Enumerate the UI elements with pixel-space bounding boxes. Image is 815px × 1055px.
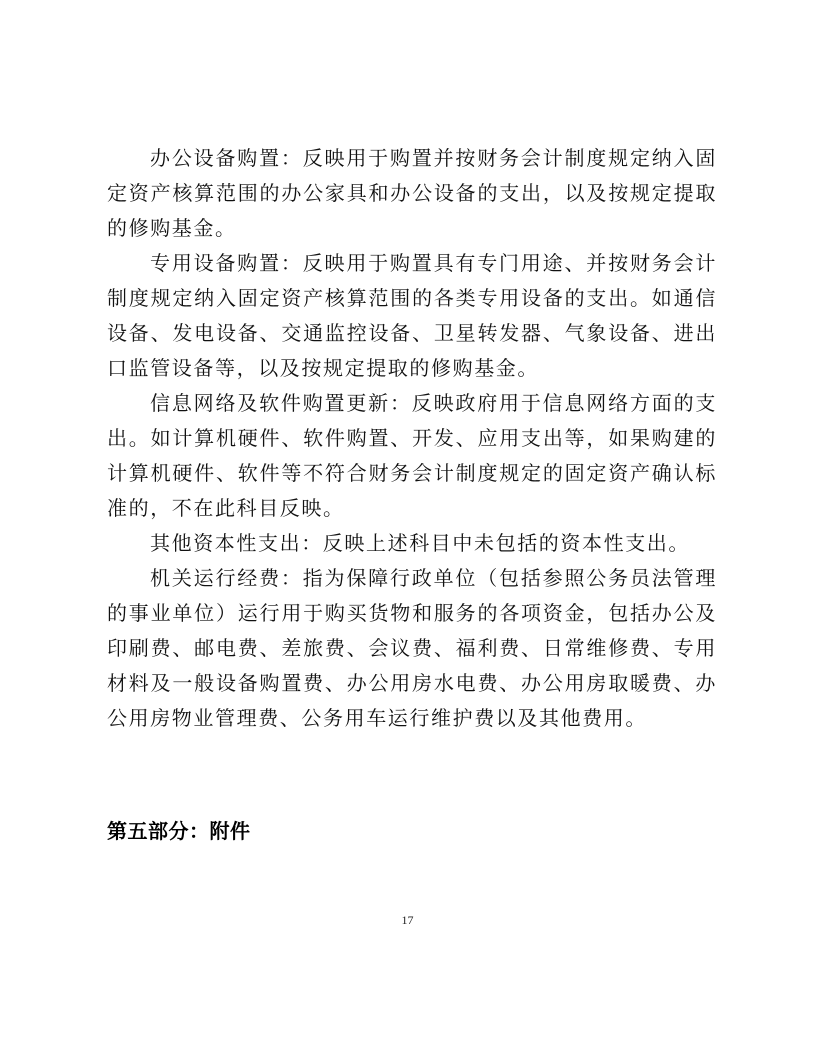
- body-text: [107, 141, 717, 736]
- paragraph-special-equipment: 专用设备购置：反映用于购置具有专门用途、并按财务会计制度规定纳入固定资产核算范围的各类专用设备的支出。如通信设备、发电设备、交通监控设备、卫星转发器、气象设备、进出口监管设备等，以及按规定提取的修购基金。: [107, 251, 717, 380]
- section-heading: 第五部分：附件: [107, 819, 251, 843]
- paragraph-office-equipment: 办公设备购置：反映用于购置并按财务会计制度规定纳入固定资产核算范围的办公家具和办公设备的支出，以及按规定提取的修购基金。: [107, 146, 717, 240]
- paragraph-operating-expenses: 机关运行经费：指为保障行政单位（包括参照公务员法管理的事业单位）运行用于购买货物和服务的各项资金，包括办公及印刷费、邮电费、差旅费、会议费、福利费、日常维修费、专用材料及一般设备购置费、办公用房水电费、办公用房取暖费、办公用房物业管理费、公务用车运行维护费以及其他费用。: [107, 566, 717, 730]
- page-number: 17: [401, 913, 414, 927]
- paragraph-other-capital: 其他资本性支出：反映上述科目中未包括的资本性支出。: [150, 531, 690, 555]
- paragraph-information-network: 信息网络及软件购置更新：反映政府用于信息网络方面的支出。如计算机硬件、软件购置、开发、应用支出等，如果购建的计算机硬件、软件等不符合财务会计制度规定的固定资产确认标准的，不在此科目反映。: [107, 391, 717, 520]
